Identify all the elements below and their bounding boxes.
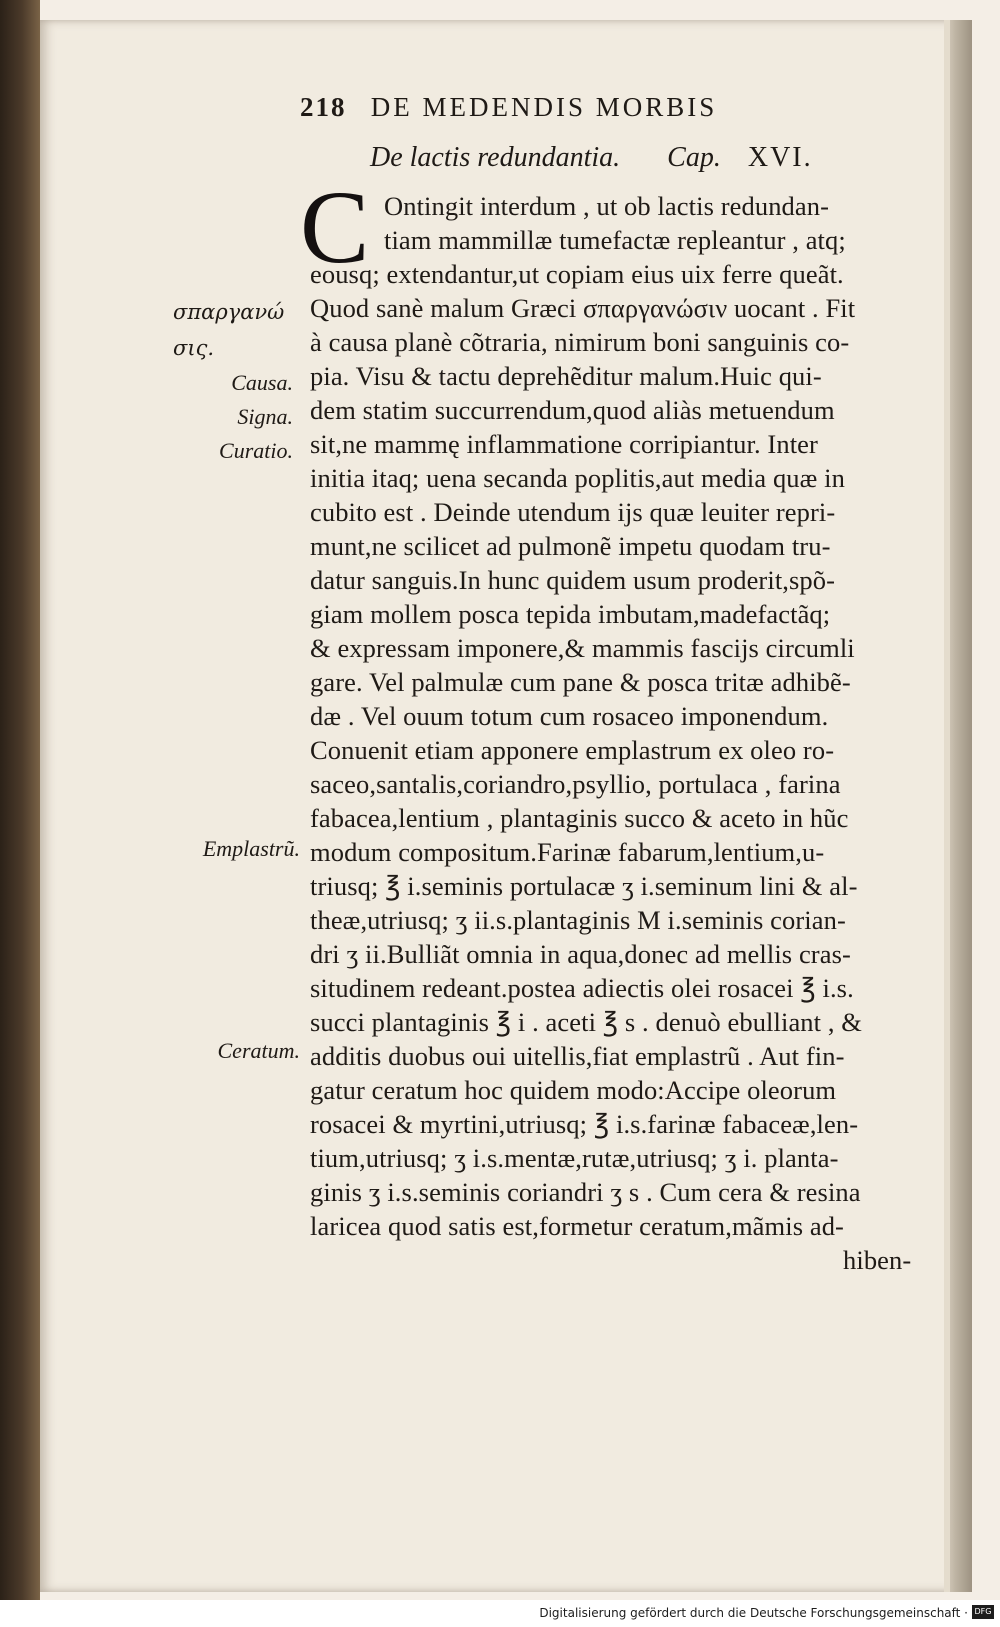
chapter-title: De lactis redundantia. xyxy=(370,142,621,173)
page-edge xyxy=(944,20,972,1592)
drop-cap-initial: C xyxy=(300,170,370,285)
text-line: tium,utriusq; ʒ i.s.mentæ,rutæ,utriusq; ʒ i. planta- xyxy=(310,1143,839,1173)
text-line: cubito est . Deinde utendum ijs quæ leuiter repri- xyxy=(310,497,836,527)
book-binding xyxy=(0,0,40,1627)
text-line: theæ,utriusq; ʒ ii.s.plantaginis M i.seminis corian- xyxy=(310,905,846,935)
marginal-note-causa: Causa. xyxy=(231,370,293,395)
text-line: eousq; extendantur,ut copiam eius uix ferre queãt. xyxy=(310,259,844,289)
text-line: ginis ʒ i.s.seminis coriandri ʒ s . Cum cera & resina xyxy=(310,1177,861,1207)
text-line: datur sanguis.In hunc quidem usum proderit,spõ- xyxy=(310,565,836,595)
running-title: DE MEDENDIS MORBIS xyxy=(370,92,718,122)
text-line: giam mollem posca tepida imbutam,madefactãq; xyxy=(310,599,831,629)
dfg-logo: DFG xyxy=(972,1605,994,1619)
text-line: à causa planè cõtraria, nimirum boni sanguinis co- xyxy=(310,327,850,357)
text-line: succi plantaginis ℥ i . aceti ℥ s . denuò ebulliant , & xyxy=(310,1007,863,1037)
text-line: initia itaq; uena secanda poplitis,aut media quæ in xyxy=(310,463,845,493)
text-line: dri ʒ ii.Bulliãt omnia in aqua,donec ad mellis cras- xyxy=(310,939,851,969)
text-line: Ontingit interdum , ut ob lactis redundan- xyxy=(384,191,830,221)
chapter-number: XVI. xyxy=(747,142,813,173)
text-line: rosacei & myrtini,utriusq; ℥ i.s.farinæ fabaceæ,len- xyxy=(310,1109,859,1139)
text-line: sit,ne mammę inflammatione corripiantur. Inter xyxy=(310,429,818,459)
digitization-credit: Digitalisierung gefördert durch die Deutsche Forschungsgemeinschaft · xyxy=(539,1606,968,1620)
text-line: additis duobus oui uitellis,fiat emplastrũ . Aut fin- xyxy=(310,1041,845,1071)
running-head xyxy=(300,92,860,123)
marginal-note-signa: Signa. xyxy=(237,404,293,429)
page-number: 218 xyxy=(300,92,347,122)
text-line: modum compositum.Farinæ fabarum,lentium,u- xyxy=(310,837,825,867)
text-line: fabacea,lentium , plantaginis succo & aceto in hũc xyxy=(310,803,849,833)
chapter-cap-label: Cap. xyxy=(667,142,721,173)
marginal-note-greek-2: σις. xyxy=(173,336,215,360)
text-line: saceo,santalis,coriandro,psyllio, portulaca , farina xyxy=(310,769,841,799)
marginal-note-greek-1: σπαργανώ xyxy=(173,300,285,324)
text-line: situdinem redeant.postea adiectis olei rosacei ℥ i.s. xyxy=(310,973,854,1003)
text-line: gatur ceratum hoc quidem modo:Accipe oleorum xyxy=(310,1075,837,1105)
text-line: dem statim succurrendum,quod aliàs metuendum xyxy=(310,395,835,425)
marginal-note-curatio: Curatio. xyxy=(219,438,293,463)
text-line-catchword: hiben- xyxy=(843,1245,912,1275)
text-line: Quod sanè malum Græci σπαργανώσιν uocant . Fit xyxy=(310,293,856,323)
marginal-note-ceratum: Ceratum. xyxy=(217,1038,300,1063)
chapter-heading xyxy=(370,142,813,174)
text-line: & expressam imponere,& mammis fascijs circumli xyxy=(310,633,855,663)
text-line: munt,ne scilicet ad pulmonẽ impetu quodam tru- xyxy=(310,531,831,561)
text-line: triusq; ℥ i.seminis portulacæ ʒ i.seminum lini & al- xyxy=(310,871,858,901)
text-line: pia. Visu & tactu deprehẽditur malum.Huic qui- xyxy=(310,361,822,391)
text-line: dæ . Vel ouum totum cum rosaceo imponendum. xyxy=(310,701,829,731)
marginal-note-emplastrum: Emplastrũ. xyxy=(202,836,300,861)
text-line: gare. Vel palmulæ cum pane & posca tritæ adhibẽ- xyxy=(310,667,851,697)
text-line: tiam mammillæ tumefactæ repleantur , atq; xyxy=(384,225,846,255)
text-line: Conuenit etiam apponere emplastrum ex oleo ro- xyxy=(310,735,835,765)
text-line: laricea quod satis est,formetur ceratum,mãmis ad- xyxy=(310,1211,844,1241)
